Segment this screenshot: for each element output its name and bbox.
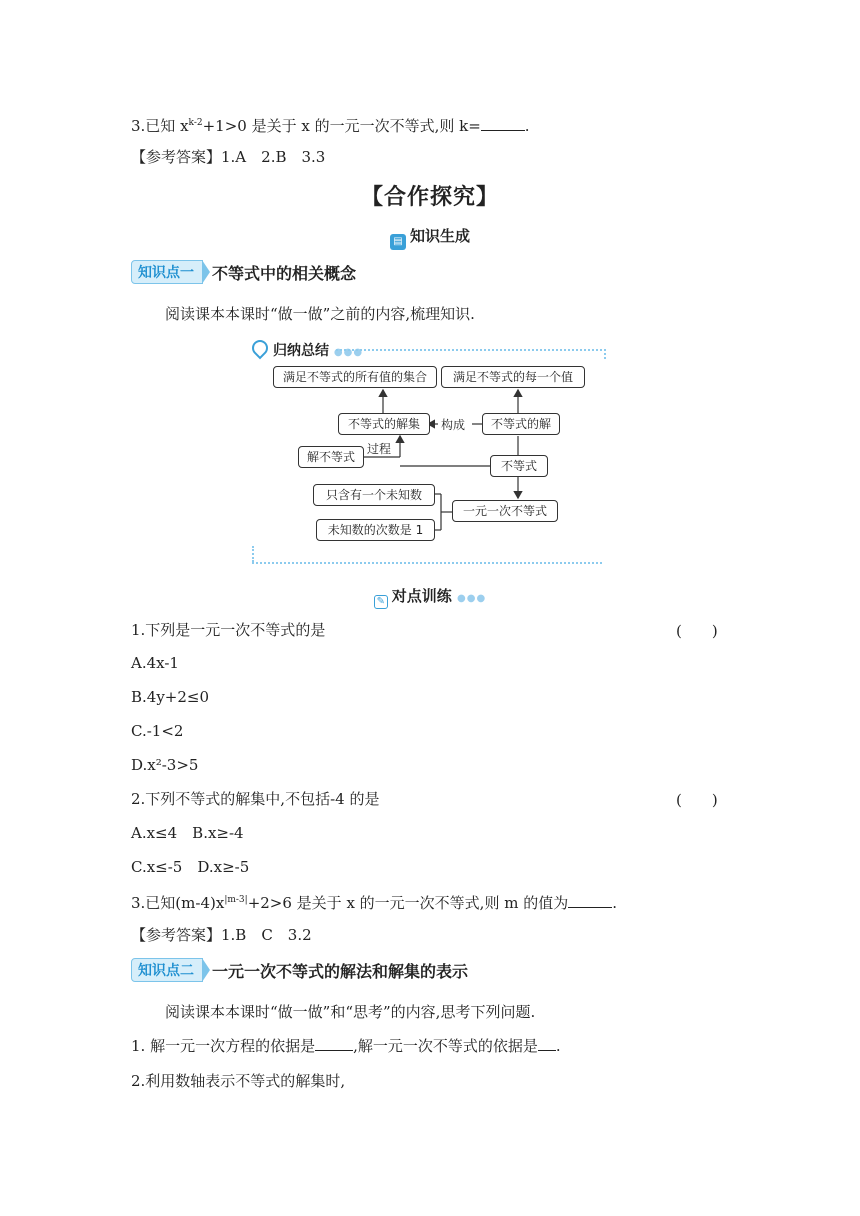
kp2-q2: 2.利用数轴表示不等式的解集时, bbox=[131, 1072, 346, 1090]
knowledge-gen-label: 知识生成 bbox=[409, 227, 470, 245]
q1-option-b: B.4y+2≤0 bbox=[131, 688, 210, 706]
label-compose: 构成 bbox=[441, 418, 466, 432]
knowledge-icon: ▤ bbox=[390, 234, 406, 250]
dots-icon: ●●● bbox=[333, 347, 364, 358]
kp2-title: 一元一次不等式的解法和解集的表示 bbox=[212, 961, 469, 981]
edit-icon: ✎ bbox=[374, 595, 388, 609]
kp2-pill: 知识点二 bbox=[131, 958, 203, 982]
answer-paren-q2[interactable]: ( ) bbox=[676, 791, 718, 809]
q1-option-c: C.-1<2 bbox=[131, 722, 184, 740]
q3-part-a: 3.已知(m-4)x bbox=[131, 894, 225, 912]
answer-blank[interactable] bbox=[538, 1036, 556, 1051]
label-process: 过程 bbox=[367, 442, 392, 456]
kp2-arrow-icon bbox=[202, 958, 210, 982]
kp2-q1-end: . bbox=[555, 1037, 561, 1055]
section-title: 【合作探究】 bbox=[360, 185, 499, 210]
kp2-intro: 阅读课本本课时“做一做”和“思考”的内容,思考下列问题. bbox=[165, 1003, 536, 1021]
q2-options-ab: A.x≤4 B.x≥-4 bbox=[131, 824, 244, 842]
answer-blank[interactable] bbox=[568, 893, 612, 908]
node-solution: 不等式的解 bbox=[482, 413, 560, 435]
q3-prefix: 3.已知 x bbox=[131, 117, 189, 135]
node-solution-set-all: 满足不等式的所有值的集合 bbox=[273, 366, 437, 388]
q1-option-a: A.4x-1 bbox=[131, 654, 179, 672]
q3-end: . bbox=[612, 894, 617, 912]
node-solve: 解不等式 bbox=[298, 446, 364, 468]
kp2-q1-part-a: 1. 解一元一次方程的依据是 bbox=[131, 1037, 316, 1055]
kp2-q1 bbox=[131, 1036, 561, 1056]
answer-key-practice: 【参考答案】1.B C 3.2 bbox=[131, 926, 312, 944]
practice-q3 bbox=[131, 890, 617, 913]
kp1-title: 不等式中的相关概念 bbox=[212, 263, 357, 283]
dots-icon: ●●● bbox=[457, 593, 487, 604]
answer-key-top: 【参考答案】1.A 2.B 3.3 bbox=[131, 148, 326, 166]
practice-heading bbox=[0, 585, 860, 609]
q2-options-cd: C.x≤-5 D.x≥-5 bbox=[131, 858, 250, 876]
q3-part-b: +2>6 是关于 x 的一元一次不等式,则 m 的值为 bbox=[247, 894, 569, 912]
q3-end: . bbox=[524, 117, 530, 135]
practice-title: 对点训练 bbox=[391, 587, 452, 605]
node-degree-one: 未知数的次数是 1 bbox=[316, 519, 435, 541]
q3-rest: +1>0 是关于 x 的一元一次不等式,则 k= bbox=[202, 117, 481, 135]
q3-sup: |m-3| bbox=[224, 895, 248, 905]
answer-paren-q1[interactable]: ( ) bbox=[676, 622, 718, 640]
summary-title: 归纳总结 bbox=[273, 343, 329, 359]
q3-sup: k-2 bbox=[188, 118, 203, 128]
kp1-pill: 知识点一 bbox=[131, 260, 203, 284]
q1-option-d: D.x²-3>5 bbox=[131, 756, 199, 774]
kp1-intro: 阅读课本本课时“做一做”之前的内容,梳理知识. bbox=[165, 305, 475, 323]
node-each-value: 满足不等式的每一个值 bbox=[441, 366, 585, 388]
node-inequality: 不等式 bbox=[490, 455, 548, 477]
kp2-q1-part-b: ,解一元一次不等式的依据是 bbox=[353, 1037, 538, 1055]
knowledge-point-2-tag bbox=[131, 958, 468, 982]
practice-q2: 2.下列不等式的解集中,不包括-4 的是 bbox=[131, 790, 380, 808]
practice-q1: 1.下列是一元一次不等式的是 bbox=[131, 621, 326, 639]
node-linear-inequality: 一元一次不等式 bbox=[452, 500, 558, 522]
answer-blank[interactable] bbox=[315, 1036, 353, 1051]
node-one-unknown: 只含有一个未知数 bbox=[313, 484, 435, 506]
node-solution-set: 不等式的解集 bbox=[338, 413, 430, 435]
